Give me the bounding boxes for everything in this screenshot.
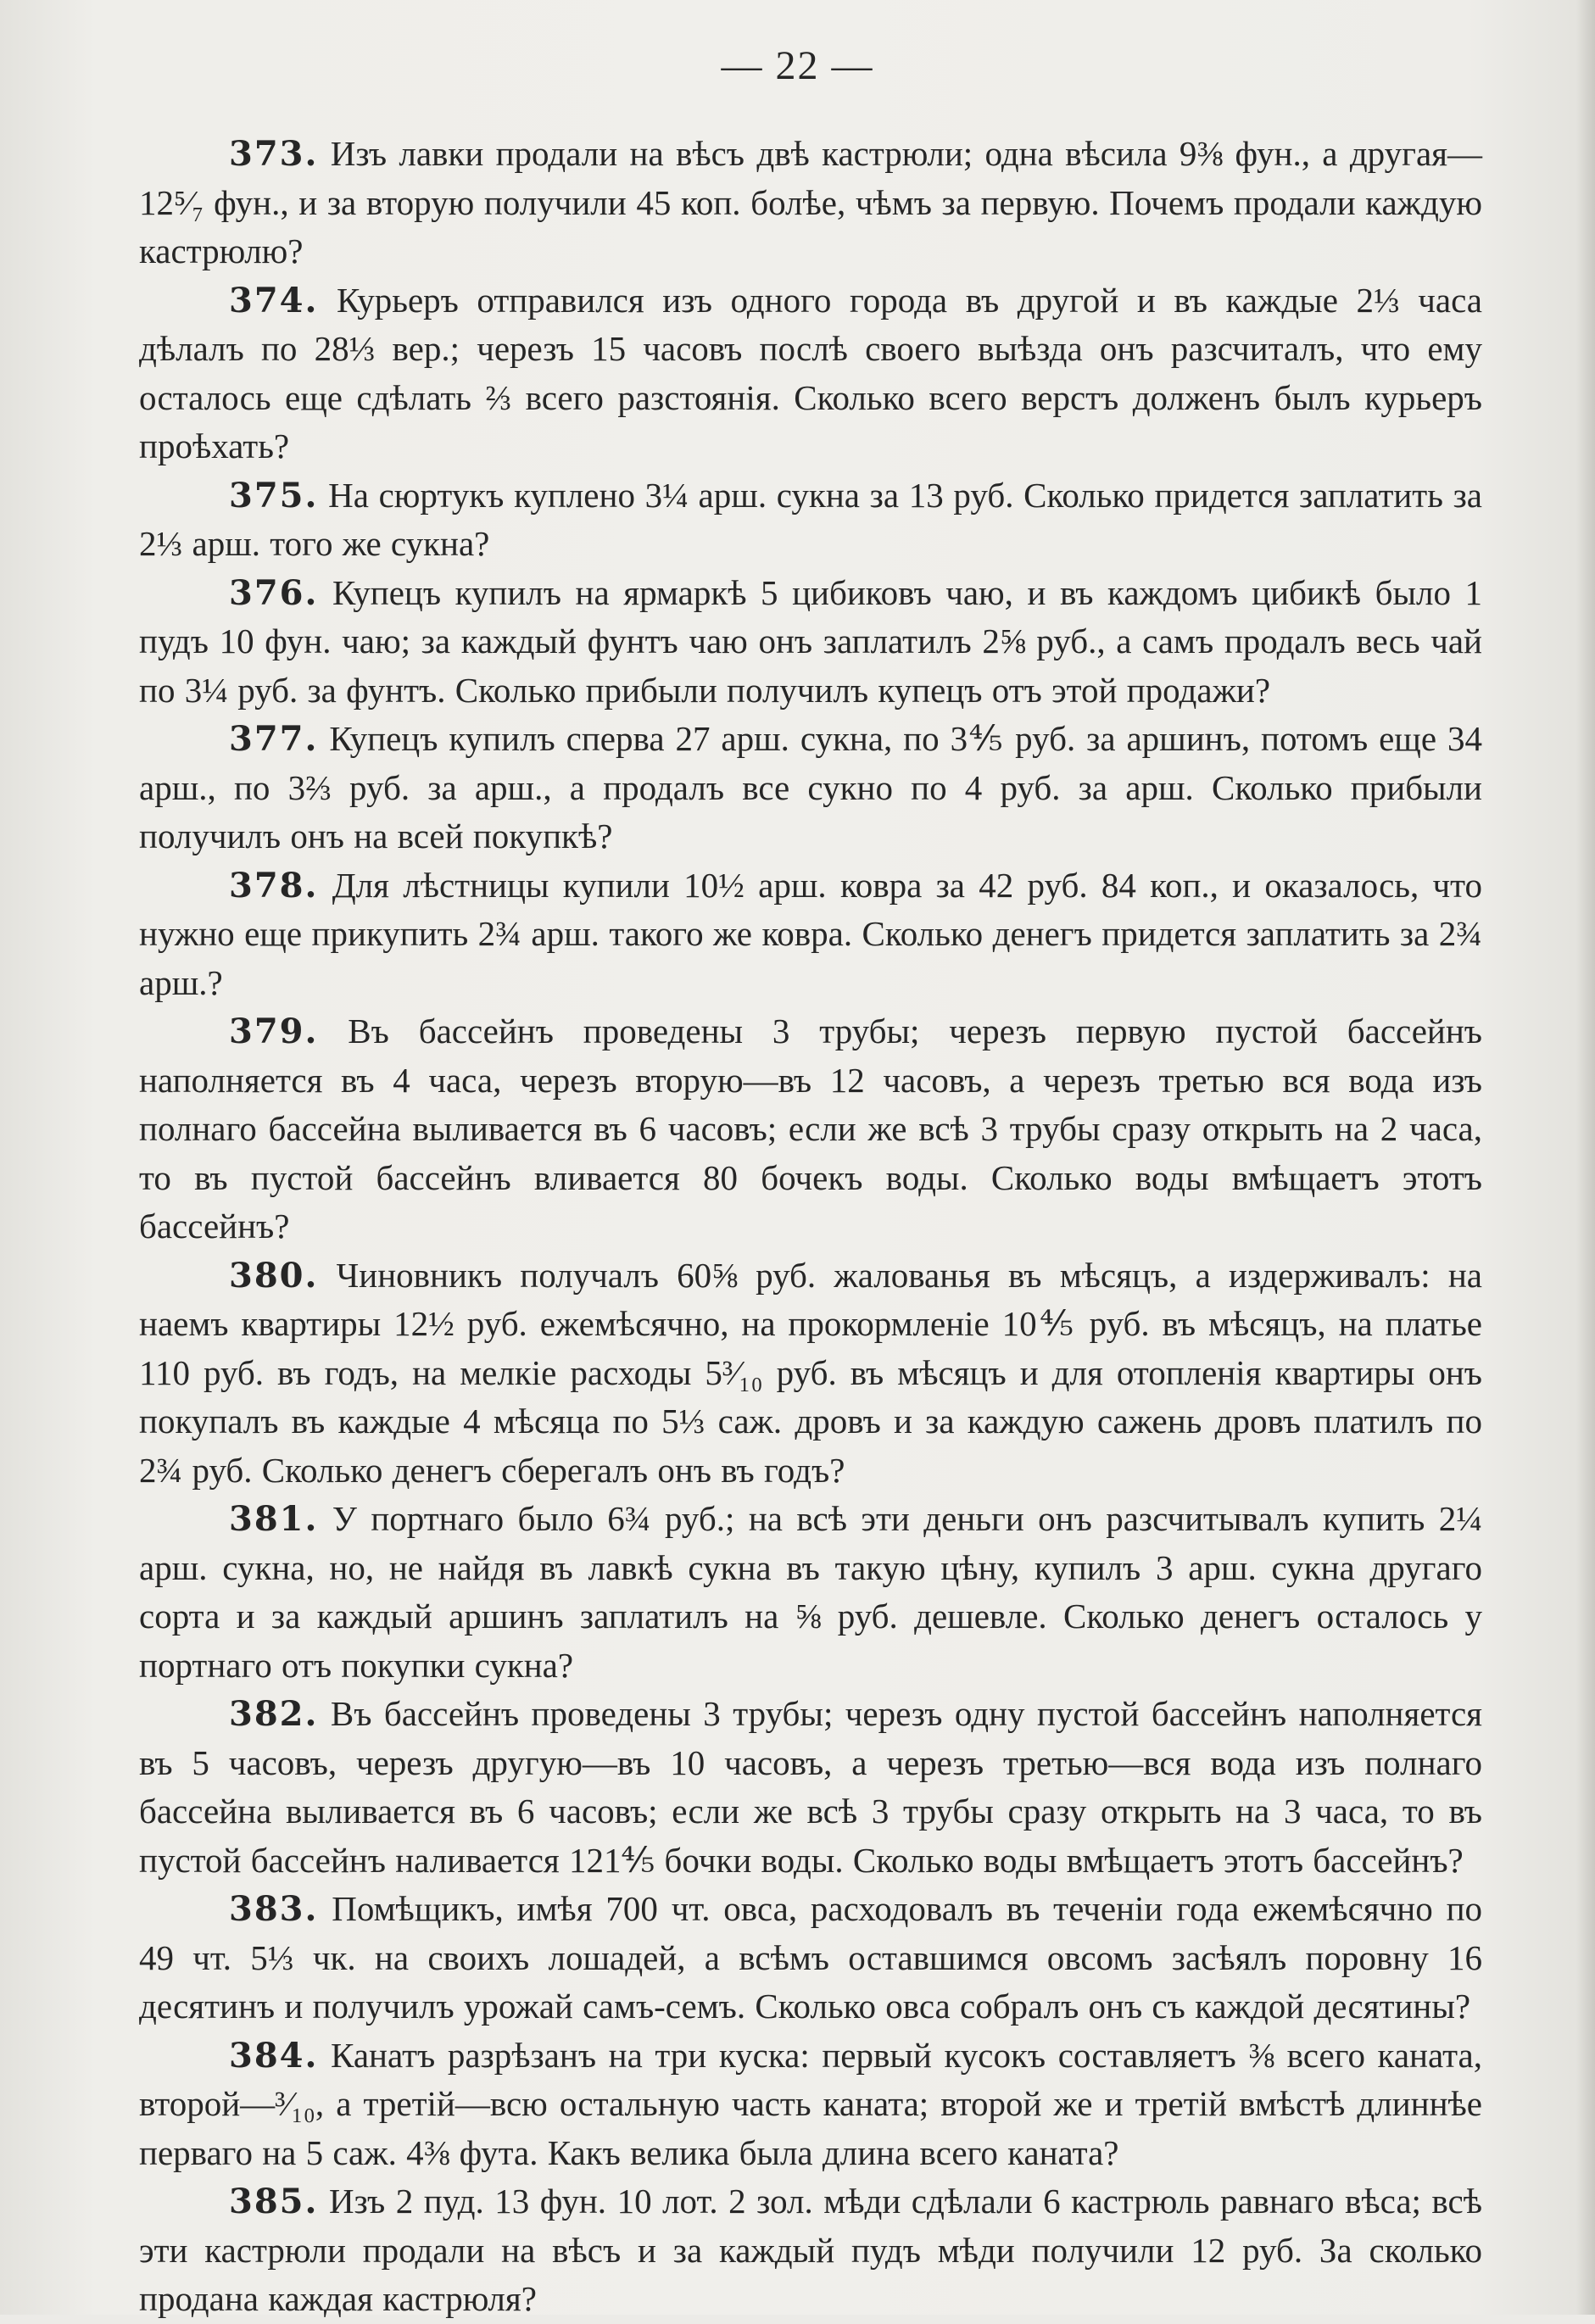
problem-number: 374. [229,280,319,320]
problem-376 [139,569,1482,716]
problem-377 [139,715,1482,861]
problem-382 [139,1690,1482,1885]
problem-number: 382. [229,1694,319,1734]
problem-number: 373. [229,134,319,174]
problem-text: Курьеръ отправился изъ одного города въ другой и въ каждые 2⅓ часа дѣлалъ по 28⅓ вер.; черезъ 15 часовъ послѣ своего выѣзда онъ разсчиталъ, что ему осталось еще сдѣлать ⅔ всего разстоянія. Сколько всего верстъ долженъ былъ курьеръ проѣхать? [139,280,1483,465]
page-edge-shadow [1576,0,1595,2315]
problem-text: Купецъ купилъ сперва 27 арш. сукна, по 3⅘ руб. за аршинъ, потомъ еще 34 арш., по 3⅔ руб. за арш., а продалъ все сукно по 4 руб. за арш. Сколько прибыли получилъ онъ на всей покупкѣ? [139,719,1482,855]
problem-text: Въ бассейнъ проведены 3 трубы; черезъ первую пустой бассейнъ наполняется въ 4 часа, черезъ вторую—въ 12 часовъ, а черезъ третью вся вода изъ полнаго бассейна выливается въ 6 часовъ; если же всѣ 3 трубы сразу открыть на 2 часа, то въ пустой бассейнъ вливается 80 бочекъ воды. Сколько воды вмѣщаетъ этотъ бассейнъ? [139,1012,1482,1246]
problem-381 [139,1495,1482,1690]
problem-text: Купецъ купилъ на ярмаркѣ 5 цибиковъ чаю, и въ каждомъ цибикѣ было 1 пудъ 10 фун. чаю; за каждый фунтъ чаю онъ заплатилъ 2⅝ руб., а самъ продалъ весь чай по 3¼ руб. за фунтъ. Сколько прибыли получилъ купецъ отъ этой продажи? [139,572,1483,710]
problem-number: 377. [229,719,319,759]
problem-385 [139,2177,1482,2324]
problem-378 [139,861,1482,1008]
problem-number: 381. [229,1499,319,1539]
problem-380 [139,1251,1482,1496]
problem-384 [139,2031,1482,2178]
problem-text: У портнаго было 6¾ руб.; на всѣ эти деньги онъ разсчитывалъ купить 2¼ арш. сукна, но, не найдя въ лавкѣ сукна въ такую цѣну, купилъ 3 арш. сукна другаго сорта и за каждый аршинъ заплатилъ на ⅝ руб. дешевле. Сколько денегъ осталось у портнаго отъ покупки сукна? [139,1499,1483,1685]
problem-text: На сюртукъ куплено 3¼ арш. сукна за 13 руб. Сколько придется заплатить за 2⅓ арш. того же сукна? [139,475,1482,563]
problem-number: 375. [229,475,319,516]
problem-number: 378. [229,865,319,906]
problem-text: Чиновникъ получалъ 60⅝ руб. жалованья въ мѣсяцъ, а издерживалъ: на наемъ квартиры 12½ руб. ежемѣсячно, на прокормленіе 10⅘ руб. въ мѣсяцъ, на платье 110 руб. въ годъ, на мелкіе расходы 5³⁄₁₀ руб. въ мѣсяцъ и для отопленія квартиры онъ покупалъ въ каждые 4 мѣсяца по 5⅓ саж. дровъ и за каждую сажень дровъ платилъ по 2¾ руб. Сколько денегъ сберегалъ онъ въ годъ? [139,1255,1482,1490]
problem-number: 385. [229,2182,319,2221]
problem-list [139,130,1482,2324]
problem-374 [139,276,1482,471]
page-number: — 22 — [721,43,874,88]
problem-text: Изъ 2 пуд. 13 фун. 10 лот. 2 зол. мѣди сдѣлали 6 кастрюль равнаго вѣса; всѣ эти кастрюли продали на вѣсъ и за каждый пудъ мѣди получили 12 руб. За сколько продана каждая кастрюля? [139,2182,1483,2318]
problem-text: Канатъ разрѣзанъ на три куска: первый кусокъ составляетъ ⅜ всего каната, второй—³⁄₁₀, а третій—всю остальную часть каната; второй же и третій вмѣстѣ длиннѣе перваго на 5 саж. 4⅜ фута. Какъ велика была длина всего каната? [139,2035,1482,2172]
problem-number: 380. [229,1255,319,1296]
problem-383 [139,1885,1482,2031]
problem-number: 376. [229,572,319,613]
problem-number: 384. [229,2035,319,2076]
problem-text: Для лѣстницы купили 10½ арш. ковра за 42 руб. 84 коп., и оказалось, что нужно еще прикупить 2¾ арш. такого же ковра. Сколько денегъ придется заплатить за 2¾ арш.? [139,865,1483,1002]
problem-379 [139,1007,1482,1251]
problem-text: Изъ лавки продали на вѣсъ двѣ кастрюли; одна вѣсила 9⅜ фун., а другая—12⁵⁄₇ фун., и за вторую получили 45 коп. болѣе, чѣмъ за первую. Почемъ продали каждую кастрюлю? [139,134,1483,270]
problem-373 [139,130,1482,276]
problem-number: 383. [229,1889,319,1929]
problem-375 [139,471,1482,569]
problem-text: Въ бассейнъ проведены 3 трубы; черезъ одну пустой бассейнъ наполняется въ 5 часовъ, черезъ другую—въ 10 часовъ, а черезъ третью—вся вода изъ полнаго бассейна выливается въ 6 часовъ; если же всѣ 3 трубы сразу открыть на 3 часа, то въ пустой бассейнъ наливается 121⅘ бочки воды. Сколько воды вмѣщаетъ этотъ бассейнъ? [139,1694,1483,1880]
problem-text: Помѣщикъ, имѣя 700 чт. овса, расходовалъ въ теченіи года ежемѣсячно по 49 чт. 5⅓ чк. на своихъ лошадей, а всѣмъ оставшимся овсомъ засѣялъ поровну 16 десятинъ и получилъ урожай самъ-семъ. Сколько овса собралъ онъ съ каждой десятины? [139,1889,1483,2026]
problem-number: 379. [229,1012,319,1051]
